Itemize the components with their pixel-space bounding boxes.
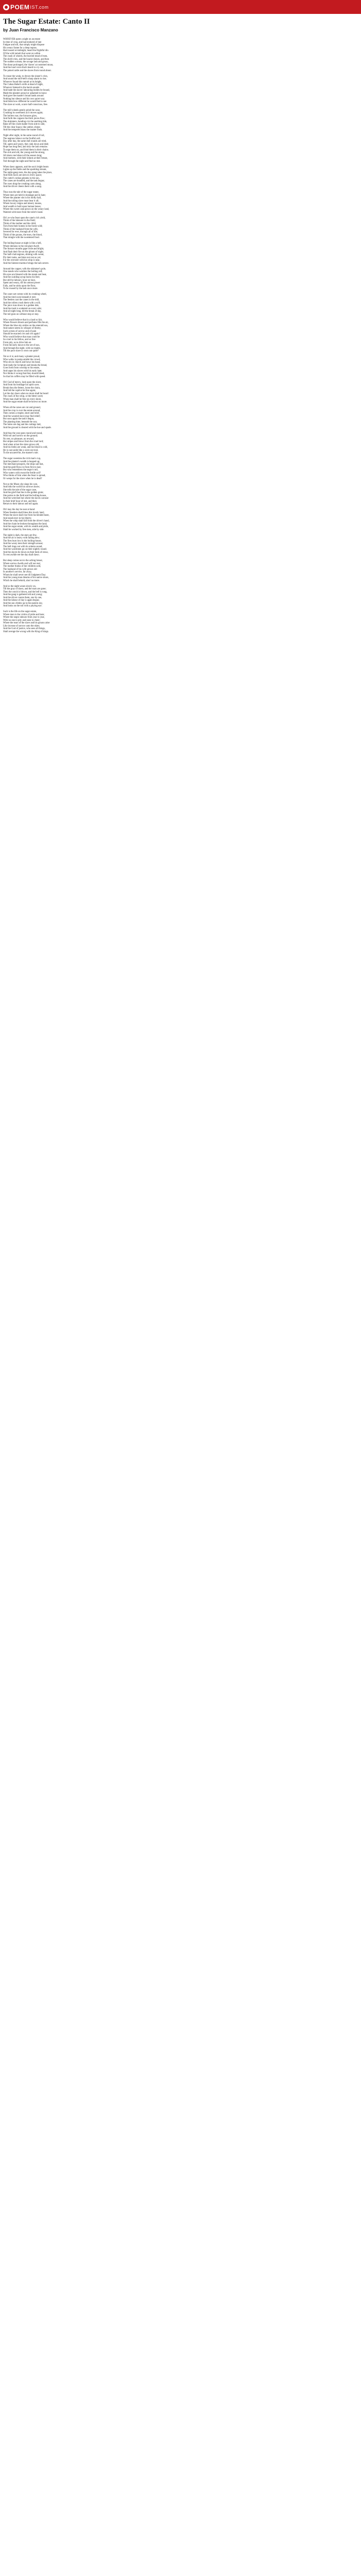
poem-line: The oxen drag the creaking carts along, [3, 182, 42, 185]
poem-line: Not so the Muse; she sings his woe, [3, 483, 38, 486]
poem-line: And looks on the toil with a pitying eye. [3, 605, 42, 607]
poem-line: And the wretched hut where the slaves carouse [3, 497, 49, 500]
poem-stanza [3, 75, 358, 107]
poem-line: And sound the mill-bell's sharp alarm to rise; [3, 78, 47, 80]
poem-line: The shout prolonged, the 'slaves' accustomed moan, [3, 63, 54, 66]
poem-line: And the wearied slave may find relief; [3, 415, 41, 418]
poem-line: And the driver cheers them with a song. [3, 185, 42, 188]
poem-line: The holes are dug and the cuttings laid, [3, 423, 41, 426]
poem-line: Where men are held in bondage and in hate; [3, 194, 46, 197]
poem-line: And the God of justice, who sees all things, [3, 628, 45, 630]
poem-line: And stand erect in his liberty; [3, 517, 32, 520]
poem-line: Who would believe that man could be [3, 335, 40, 338]
poem-content [3, 18, 358, 636]
poem-line: To rest awhile ere the day shall dawn. [3, 554, 40, 556]
poem-line: Till the clear liquor, like amber, shines [3, 126, 41, 129]
poem-line: Oh! may the day be near at hand [3, 509, 35, 511]
poem-line: And the toiling slave must bear it all; [3, 199, 39, 202]
poem-line: And the grief that lies in the golden grain; [3, 492, 44, 494]
poem-line: The skimmers, bending o'er the seething tide, [3, 120, 47, 123]
poem-line: Think of the groans, the tears, the blood, [3, 233, 43, 236]
poem-line: And the scalding syrup burns his feet; [3, 276, 40, 279]
poem-line: When dawn appears, and the sun's bright beam [3, 165, 49, 168]
poem-line: Spent and weary, till his utmost power [3, 282, 40, 284]
poem-stanza [3, 560, 358, 582]
poem-line: Crushing its sweetness as it moves again; [3, 112, 43, 114]
poem-line: And all night long, till the break of day, [3, 310, 42, 313]
poem-line: But stripes and blows from the cruel lord; [3, 440, 44, 443]
poem-line: The mother thinks of her children sold, [3, 565, 41, 568]
poem-line: Fatigue and toil, that simply might dispose [3, 44, 45, 46]
poem-line: Then the conch is blown, and the bell is rung, [3, 590, 47, 594]
poem-stanza [3, 268, 358, 291]
poem-line: And the weary men their strength arouse; [3, 543, 43, 545]
poem-line: With no one to pity and none to cheer; [3, 619, 40, 622]
poem-line: The sudden scream, the savage lash and groan, [3, 61, 48, 63]
poem-line: And wealth is built upon human bones; [3, 205, 41, 208]
poem-stanza [3, 191, 358, 214]
poem-line: And mothers, with their infants at their breast, [3, 157, 48, 160]
poem-line: Made the planters proud or ashamed to know [3, 92, 47, 95]
poem-line: Of the wild tumult that went on within [3, 52, 41, 55]
poem-line: His eyes are bleared with the steam and heat, [3, 273, 47, 276]
poem-line: And bade the slaves' labouring bodies be bound, [3, 89, 50, 92]
poem-line: The sugar sweetens the rich man's cup, [3, 457, 41, 460]
poem-line: Such scenes of sorrow and of pain [3, 330, 37, 333]
poem-line: With toil and sorrow on the ground; [3, 435, 38, 437]
poem-line: Severed for ever, through all of life; [3, 231, 38, 233]
poem-stanza [3, 483, 358, 506]
poem-stanza [3, 457, 358, 480]
poem-line: Where demons in the red glare dwell; [3, 245, 40, 248]
poem-line: The boilers roar, the furnaces glow, [3, 114, 38, 117]
poem-line: She points to the field and the boiling-house, [3, 494, 47, 497]
site-header [0, 0, 361, 14]
poem-line: She tells the tale of the sugar cane, [3, 488, 37, 492]
poem-stanza [3, 381, 358, 404]
poem-stanza [3, 509, 358, 531]
poem-line: The half-clad negroes, shining with sweat, [3, 253, 44, 256]
poem-line: And his limbs are weak, and his blood is cold, [3, 446, 48, 449]
poem-line: Like incense of sorrow unto the skies; [3, 624, 40, 628]
poem-line: Goes forth from worship to his estate, [3, 367, 40, 369]
poem-line: The furnace mouths gape wide and bright, [3, 248, 44, 250]
poem-line: The cutter's cutlass gleams in the sun, [3, 177, 40, 180]
poem-line: Till the poor slave is worn out quite? [3, 350, 39, 352]
poem-line: And the air is heavy with falling dew; [3, 537, 40, 539]
poem-line: His weary frame for a deep repose, [3, 46, 37, 49]
poem-line: Where the planter sits in his lordly hall, [3, 197, 42, 199]
poem-stanza [3, 406, 358, 429]
poem-author: by Juan Francisco Manzano [3, 28, 58, 32]
poem-line: The poked cattle and the slaves from round about. [3, 69, 52, 72]
poem-line: So that his coffers may be filled with speed. [3, 375, 46, 378]
poem-line: And the tempered mass the master finds. [3, 129, 43, 131]
poem-line: Whoever listened to the harsh sounds [3, 86, 40, 89]
poem-stanza [3, 319, 358, 353]
poem-line: To urge them on, and bind them in their chains. [3, 148, 49, 151]
poem-line: No rest, no pleasure, no reward, [3, 437, 34, 440]
poem-line: And the gang is gathered old and young; [3, 594, 43, 596]
poem-line: Think of the husband from the wife, [3, 228, 38, 231]
poem-line: The Cuban Babel's strife at dead of night, [3, 83, 43, 86]
poem-stanza [3, 134, 358, 163]
poem-line: And think how different he would feel to see [3, 100, 47, 103]
poem-line: Whoever found this tumult at its height, [3, 80, 42, 83]
poem-line: Yet so it is; and many a planter proud, [3, 355, 40, 358]
poem-line: The bell rings out with its solemn sound, [3, 545, 43, 548]
poem-line: And the watchmen go on their nightly round; [3, 548, 47, 551]
poem-stanza [3, 38, 358, 72]
poem-stanza [3, 166, 358, 189]
poem-line: Return to their labour and toil again. [3, 503, 39, 505]
poem-line: Watered with tears from the toiler's hand. [3, 211, 43, 214]
poem-line: When man shall be free on every shore, [3, 398, 42, 401]
poem-line: Where the sweet cane grows on the weary land, [3, 208, 50, 211]
poem-line: Oh! God of mercy, look upon the slave, [3, 381, 42, 384]
poem-line: The shrill cries, and the hoarse shouts, and then [3, 58, 50, 61]
poem-line: Shall be worked by free men, side by side. [3, 528, 44, 531]
poem-line: The cane-cart comes with its creaking wheel, [3, 293, 47, 296]
poem-line: The slave at work, scarce half-conscious, free. [3, 103, 48, 106]
poem-stanza [3, 585, 358, 608]
poem-line: Day after day, the same dull rounds are tried, [3, 140, 47, 143]
poem-line: And the loud voice that's heard to cry out, [3, 66, 44, 69]
poem-line: And the driver counts them, one by one, [3, 596, 42, 599]
poem-line: And the tired oxen beneath it reel; [3, 296, 37, 299]
poem-line: Fails, and he sinks upon the floor, [3, 284, 36, 287]
logo-mark-icon [3, 4, 9, 10]
poem-line: Who walks in pomp amidst the crowd, [3, 358, 41, 361]
poem-line: Nothing but silence and his own quiet way; [3, 97, 45, 100]
poem-line: Whom he shall never see till Judgment Day; [3, 573, 46, 577]
poem-line: And the rollers crush them with a will; [3, 301, 41, 304]
poem-line: That mingle with the sweetened food. [3, 236, 40, 239]
poem-line: He is cast aside like a worn-out tool, [3, 449, 39, 452]
poem-title: The Sugar Estate: Canto II [3, 18, 90, 26]
poem-line: The merchant prospers, the ships sail fast, [3, 463, 44, 466]
poem-line: And through the night, with no respite, [3, 347, 41, 350]
poem-line: When all the canes are cut and ground, [3, 406, 41, 409]
poem-stanza [3, 242, 358, 265]
poem-stanza [3, 293, 358, 316]
poem-line: But still he labours, hour on hour, [3, 279, 36, 282]
poem-line: Hope has long fled, and only the lash remains [3, 146, 47, 148]
poem-line: In another's service, far away, [3, 571, 32, 573]
poem-line: Lights up the fields and the sparkling stream, [3, 168, 47, 171]
poem-line: And the sun climbs up in the eastern sky, [3, 602, 43, 605]
poem-line: And the gold flows in from first to last; [3, 466, 41, 469]
poem-line: The feeders cast the canes in the mill, [3, 299, 40, 301]
poem-line: Or weeps for the slave when he is dead? [3, 477, 42, 480]
poem-line: Oh! ye who feast upon the cane's rich yield, [3, 216, 46, 219]
poem-line: To die uncared-for, the master's rule. [3, 452, 39, 454]
poem-line: To be roused by the lash once more. [3, 287, 38, 290]
poem-line: The juice runs down in a golden tide, [3, 304, 39, 307]
poem-line: The planting time, beneath the sun; [3, 420, 38, 423]
poem-line: Think of the mother and the child, [3, 222, 37, 225]
poem-line: Such is the life on the sugar estate, [3, 611, 37, 613]
poem-line: Where man is the victim of pride and hate; [3, 613, 45, 616]
poem-line: And the chain be broken throughout the land; [3, 522, 47, 526]
poem-line: And bid the captive be free again; [3, 389, 36, 392]
poem-line: Toil through the night and find no rest. [3, 160, 41, 163]
poem-line: Nor thinks it wrong that they should bleed, [3, 372, 45, 375]
poem-line: The fires burn low in the boiling-house, [3, 539, 42, 543]
poem-line: And nature seems to whisper of liberty, [3, 327, 41, 330]
poem-line: Around the copper, with the skimmer's pole, [3, 267, 46, 270]
poem-line: Till the gray of dawn, and the stars are gone; [3, 588, 46, 590]
poem-line: But sleep comes not to the aching breast, [3, 560, 43, 562]
poem-line: And flash their fire on the gloom of night; [3, 250, 44, 253]
logo-text: POEM [10, 3, 30, 11]
poem-line: And when at last the slave grows old, [3, 443, 40, 446]
poem-line: To rouse the weak, to drown the sinner's cries, [3, 75, 48, 78]
poem-line: Who thinks of him when the feast is spread, [3, 474, 46, 477]
poem-line: Who waters with sweat the fertile soil? [3, 471, 41, 474]
poem-line: Till, spent and weary, they sink down and died; [3, 143, 49, 146]
poem-line: And the sugar estate, with its wealth and pride, [3, 526, 48, 528]
poem-line: When freedom shall bless this lovely land; [3, 511, 44, 514]
poem-line: The crack of the whip, or the bitter word; [3, 395, 43, 398]
poem-line: The toil goes on without stop or stay. [3, 313, 39, 316]
poem-stanza [3, 109, 358, 132]
poem-line: In time of crop, and had endured of late [3, 41, 42, 44]
poem-line: Should be enacted o'er and o'er again? [3, 333, 40, 335]
poem-line: Break thou the fetters, loose the chain, [3, 386, 41, 389]
poem-line: The night is dark, the stars are few, [3, 534, 37, 537]
poem-line: And fresh faces are seen in every space; [3, 174, 42, 177]
poem-stanza [3, 534, 358, 557]
poem-line: From pity, as to drive him on [3, 341, 31, 344]
poem-line: And the labour of day is again begun; [3, 599, 40, 602]
poem-stanza [3, 432, 358, 455]
poem-line: And gave the master's broad lands around [3, 95, 44, 97]
poem-line: The crash of wheels, the hurried tread of men, [3, 55, 48, 58]
poem-line: Where luxury reigns and misery moans, [3, 202, 42, 205]
poem-line: The husband of his wife grown old [3, 568, 37, 571]
poem-line: And the sugar estate shall be known no more. [3, 401, 47, 403]
poem-line: For the overseer with his whip is near, [3, 259, 40, 262]
poem-line: Who would believe that in a land so fair, [3, 318, 43, 321]
poem-line: Had roused at midnight, heard the frightful din [3, 49, 48, 52]
poem-line: When the slave shall rise from his bended knee, [3, 514, 50, 517]
poem-line: Where the blue sky smiles on the emerald sea, [3, 324, 48, 327]
poem-line: Rake off the crude matter from side to side, [3, 123, 45, 126]
poem-line: Shall avenge the wrong with the King of kings. [3, 630, 49, 633]
poem-line: All share one labour all the season long; [3, 154, 42, 157]
logo-suffix: IST.com [30, 4, 49, 10]
site-logo[interactable] [3, 4, 48, 11]
poem-line: And the crop is over the estate around, [3, 409, 41, 412]
poem-line: The sick and old, the young and the strong, [3, 151, 45, 154]
poem-line: So cruel to his fellow, and so free [3, 338, 36, 341]
poem-line: But soon again the task's begun, [3, 418, 35, 420]
poem-line: Think of the labourer in the field; [3, 219, 36, 222]
poem-line: And from his bondage his spirit save; [3, 384, 40, 386]
poem-line: And the trash is scattered on every side; [3, 307, 42, 310]
poem-line: Night after night, in the same round of toil, [3, 134, 45, 137]
poem-stanza [3, 355, 358, 378]
poem-line: But who remembers the negro's toil, [3, 469, 39, 471]
poem-line: From the early dawn to the set of sun, [3, 344, 40, 347]
poem-stanza [3, 217, 358, 240]
poem-line: And thus the year goes round and round, [3, 432, 43, 435]
poem-line: Ply their tasks, and dare not rest as yet; [3, 256, 41, 259]
poem-line: Thus runs the tale of the sugar estate, [3, 191, 39, 194]
poem-line: Where the negro labours from year to year, [3, 616, 45, 619]
poem-line: The night-gang rests, the day-gang takes the place, [3, 171, 53, 174]
poem-line: Where flowers bloom and perfume fills the air, [3, 321, 49, 324]
poem-line: WHOEVER spent a night on an estate [3, 38, 40, 41]
poem-line: Which he shall behold, alas! no more. [3, 579, 40, 582]
poem-line: And forth the coppers the thick juices flow; [3, 117, 45, 120]
poem-line: And the ground is cleared with the hoe and spade. [3, 426, 52, 429]
poem-body [3, 38, 358, 633]
poem-line: The mill wheels gently grind the cane, [3, 109, 40, 112]
poem-line: And bids the world his sorrows know; [3, 486, 40, 488]
poem-line: The negroes labour on the fruitful soil; [3, 137, 41, 140]
poem-line: Where sorrow dwells and will not rest; [3, 562, 41, 565]
poem-line: Who sits in church and bows his head, [3, 361, 41, 364]
poem-line: In their brief hour of rest, and then [3, 500, 37, 503]
poem-line: And the young man dreams of his native shore, [3, 577, 49, 579]
poem-line: One stands who watches the boiling roll; [3, 270, 43, 273]
poem-line: The canes are bundled, and the task begun; [3, 180, 45, 182]
poem-line: And so the night wears slowly on, [3, 585, 36, 588]
poem-line: And the slaves lie down on their beds of straw, [3, 551, 48, 554]
poem-line: Where the tears of the slave and his groans arise [3, 622, 50, 624]
poem-line: Let the day dawn when no more shall be heard [3, 392, 48, 395]
poem-stanza [3, 611, 358, 633]
poem-line: The boiling-house at night is like a hell, [3, 242, 42, 245]
poem-line: When the whip shall fall from the driver's hand, [3, 520, 50, 522]
poem-line: And the faintest murmur brings the lash severe. [3, 262, 50, 265]
poem-line: Torn from their homes in the forest wild; [3, 225, 43, 228]
poem-line: Then comes a respite, short and brief, [3, 412, 40, 415]
poem-line: And reads the Scripture and breaks the bread, [3, 364, 47, 367]
poem-line: And the planter's wealth is heaped up; [3, 460, 40, 463]
poem-line: And urges his slaves with his early hate; [3, 369, 42, 372]
